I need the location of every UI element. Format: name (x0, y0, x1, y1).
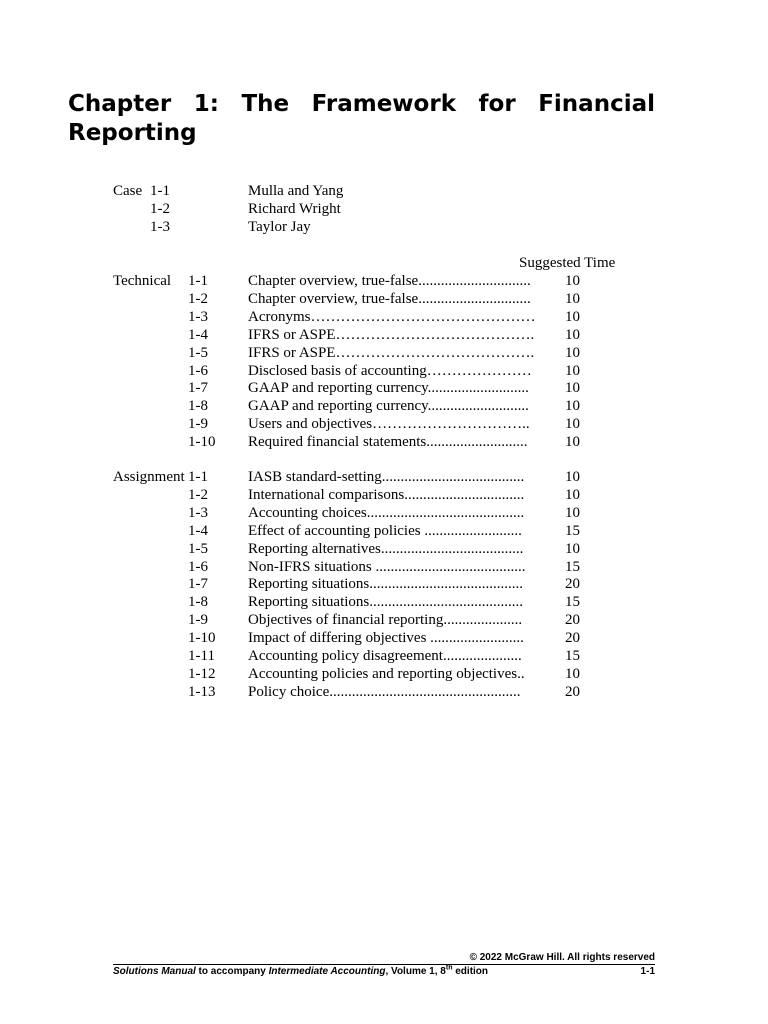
assignment-time: 10 (565, 540, 580, 557)
technical-title: Chapter overview, true-false.............................. (248, 290, 531, 307)
technical-row (0, 415, 768, 433)
technical-title: Required financial statements........................... (248, 434, 528, 451)
technical-number: 1-3 (188, 308, 208, 325)
technical-number: 1-5 (188, 344, 208, 361)
assignment-row (0, 683, 768, 701)
technical-title: IFRS or ASPE…………………………………. (248, 326, 535, 343)
case-title: Mulla and Yang (248, 183, 344, 199)
technical-time: 10 (565, 416, 580, 433)
technical-number: 1-8 (188, 398, 208, 415)
assignment-time: 10 (565, 504, 580, 521)
assignment-title: Accounting policies and reporting objectives.. (248, 665, 525, 682)
footer-edition-word: edition (452, 966, 489, 977)
technical-number: 1-4 (188, 326, 208, 343)
technical-time: 10 (565, 290, 580, 307)
assignment-number: 1-2 (188, 486, 208, 503)
assignment-title: Objectives of financial reporting..................... (248, 612, 523, 629)
assignment-row (0, 468, 768, 486)
footer-book: Intermediate Accounting (268, 966, 386, 977)
assignment-row (0, 486, 768, 504)
assignment-title: Accounting policy disagreement..................... (248, 648, 522, 664)
case-title: Richard Wright (248, 201, 341, 217)
assignment-title: Reporting alternatives...................................... (248, 540, 524, 557)
footer-edition-sup: th (445, 964, 453, 972)
technical-time: 10 (565, 344, 580, 361)
case-row (0, 182, 768, 200)
case-number: 1-3 (150, 219, 170, 235)
case-title: Taylor Jay (248, 219, 311, 235)
technical-row (0, 362, 768, 380)
technical-title: Chapter overview, true-false.............................. (248, 273, 531, 289)
assignment-number: 1-11 (188, 648, 215, 664)
assignment-time: 15 (565, 594, 580, 611)
assignment-time: 15 (565, 648, 580, 664)
technical-label: Technical (113, 273, 172, 289)
assignment-number: 1-9 (188, 612, 208, 629)
assignment-label: Assignment (113, 469, 185, 485)
technical-title: GAAP and reporting currency........................... (248, 380, 529, 397)
assignment-row (0, 575, 768, 593)
footer-volume: , Volume 1, 8 (385, 966, 446, 977)
suggested-time-header: Suggested Time (519, 255, 616, 271)
footer-copyright: © 2022 McGraw Hill. All rights reserved (469, 952, 655, 963)
assignment-row (0, 540, 768, 558)
footer-page-number: 1-1 (640, 966, 655, 977)
footer-accompany: to accompany (195, 966, 269, 977)
assignment-row (0, 504, 768, 522)
assignment-time: 20 (565, 612, 580, 629)
page-title: Chapter 1: The Framework for Financial Reporting (68, 91, 655, 146)
technical-time: 10 (565, 380, 580, 397)
case-label: Case (113, 183, 143, 199)
technical-time: 10 (565, 308, 580, 325)
case-number: 1-1 (150, 183, 170, 199)
footer-source (113, 965, 488, 978)
case-row (0, 218, 768, 236)
assignment-number: 1-12 (188, 665, 216, 682)
assignment-number: 1-3 (188, 504, 208, 521)
technical-number: 1-10 (188, 434, 216, 451)
assignment-title: Impact of differing objectives ......................... (248, 630, 524, 647)
assignment-time: 10 (565, 469, 580, 485)
assignment-title: International comparisons................................ (248, 486, 525, 503)
technical-row (0, 326, 768, 344)
assignment-title: Reporting situations......................................... (248, 576, 523, 593)
assignment-row (0, 593, 768, 611)
assignment-time: 10 (565, 665, 580, 682)
assignment-row (0, 647, 768, 665)
technical-time: 10 (565, 434, 580, 451)
assignment-title: Reporting situations......................................... (248, 594, 523, 611)
assignment-row (0, 558, 768, 576)
footer-manual: Solutions Manual (113, 966, 196, 977)
assignment-row (0, 665, 768, 683)
case-row (0, 200, 768, 218)
assignment-number: 1-6 (188, 558, 208, 575)
technical-time: 10 (565, 326, 580, 343)
technical-row (0, 433, 768, 451)
assignment-time: 20 (565, 630, 580, 647)
assignment-title: Non-IFRS situations ........................................ (248, 558, 526, 575)
assignment-number: 1-8 (188, 594, 208, 611)
technical-time: 10 (565, 273, 580, 289)
technical-row (0, 272, 768, 290)
technical-number: 1-1 (188, 273, 208, 289)
assignment-title: IASB standard-setting...................................... (248, 469, 525, 485)
case-number: 1-2 (150, 201, 170, 217)
assignment-number: 1-4 (188, 522, 208, 539)
technical-row (0, 397, 768, 415)
technical-number: 1-7 (188, 380, 208, 397)
assignment-number: 1-7 (188, 576, 208, 593)
technical-number: 1-2 (188, 290, 208, 307)
technical-row (0, 308, 768, 326)
technical-title: GAAP and reporting currency........................... (248, 398, 529, 415)
assignment-time: 20 (565, 576, 580, 593)
assignment-time: 10 (565, 486, 580, 503)
assignment-number: 1-1 (188, 469, 208, 485)
technical-title: IFRS or ASPE…………………………………. (248, 344, 535, 361)
assignment-number: 1-13 (188, 683, 216, 700)
assignment-time: 15 (565, 522, 580, 539)
assignment-number: 1-10 (188, 630, 216, 647)
technical-time: 10 (565, 398, 580, 415)
technical-title: Acronyms……………………………………… (248, 308, 536, 325)
assignment-title: Effect of accounting policies .......................... (248, 522, 522, 539)
assignment-title: Accounting choices.......................................... (248, 504, 525, 521)
technical-row (0, 344, 768, 362)
assignment-time: 20 (565, 683, 580, 700)
technical-row (0, 379, 768, 397)
assignment-time: 15 (565, 558, 580, 575)
assignment-number: 1-5 (188, 540, 208, 557)
assignment-row (0, 522, 768, 540)
assignment-row (0, 611, 768, 629)
assignment-row (0, 629, 768, 647)
assignment-title: Policy choice................................................... (248, 683, 521, 700)
technical-number: 1-9 (188, 416, 208, 433)
technical-title: Disclosed basis of accounting………………… (248, 362, 532, 379)
technical-title: Users and objectives………………………….. (248, 416, 530, 433)
technical-number: 1-6 (188, 362, 208, 379)
technical-time: 10 (565, 362, 580, 379)
technical-row (0, 290, 768, 308)
